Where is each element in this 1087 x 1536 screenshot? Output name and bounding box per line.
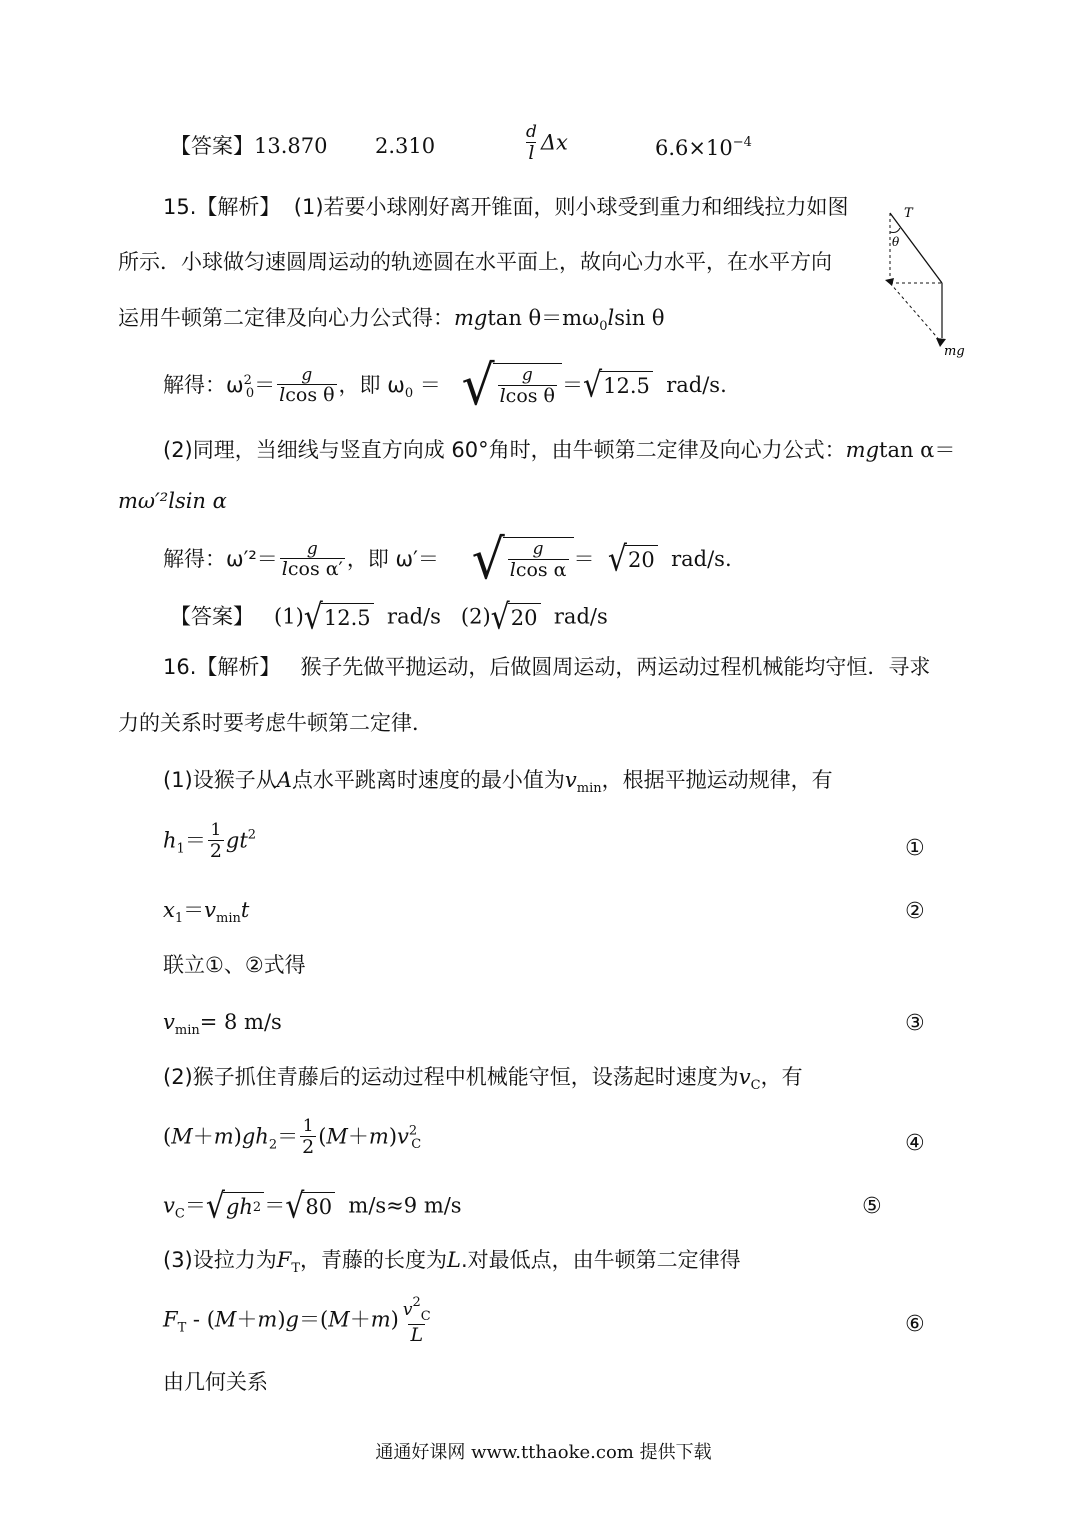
equation-3: $v_{min}= 8$ m/s (163, 1010, 282, 1038)
q15-line-3: 运用牛顿第二定律及向心力公式得：mgtan $\theta=m\omega_0lsin$ θ (118, 306, 665, 334)
force-diagram (870, 198, 980, 363)
answer-15: 【答案】 (1) √ 12.5 rad/s (2) √ 20 rad/s (170, 597, 608, 638)
q16-line-1: 16.【解析】 猴子先做平抛运动，后做圆周运动，两运动过程机械能均守恒．寻求 (163, 655, 931, 679)
answer-14: 【答案】13.870 (170, 134, 328, 158)
equation-5: $v_C=$ √ gh 2 ＝ √ 80 m/s≈9 m/s (163, 1186, 462, 1227)
mark-5: ⑤ (862, 1194, 882, 1219)
footer-text: 通通好课网 www.tthaoke.com 提供下载 (375, 1442, 712, 1463)
q15-line-1: 15.【解析】 (1)若要小球刚好离开锥面，则小球受到重力和细线拉力如图 (163, 195, 849, 219)
equation-4: $(M+m)gh_2=$ $\frac{1}{2}$ $(M+m)v^2_C$ (163, 1116, 422, 1158)
theta-label: θ (892, 235, 900, 249)
geometry-text: 由几何关系 (163, 1370, 268, 1394)
mark-6: ⑥ (905, 1312, 925, 1337)
q15-line-7: 解得：ω′²＝ $\frac{g}{\text{lcos α′}}$ ，即 ω′＝ √ $\frac{g}{\text{lcos α}}$ ＝ √ 20 rad/s. (163, 528, 732, 592)
join-text: 联立①、②式得 (163, 953, 306, 977)
q16-line-4: (2)猴子抓住青藤后的运动过程中机械能守恒，设荡起时速度为$v_C$，有 (163, 1065, 803, 1093)
mark-4: ④ (905, 1131, 925, 1156)
equation-1: $h_1=$ $\frac{1}{2}$ $gt^2$ (163, 820, 257, 862)
q15-line-5: (2)同理，当细线与竖直方向成 60°角时，由牛顿第二定律及向心力公式：mgtan α＝ (163, 438, 956, 462)
mark-1: ① (905, 836, 925, 861)
gravity-label: mg (944, 344, 965, 359)
equation-2: $x_1=v_{min}t$ (163, 898, 250, 926)
answer-14-value-2: 2.310 (375, 134, 436, 158)
q16-line-3: (1)设猴子从A点水平跳离时速度的最小值为$v_{min}$，根据平抛运动规律，有 (163, 768, 833, 796)
q15-line-2: 所示．小球做匀速圆周运动的轨迹圆在水平面上，故向心力水平，在水平方向 (118, 250, 832, 274)
mark-2: ② (905, 899, 925, 924)
q15-line-4: 解得：$\omega^2_0=$ $\frac{g}{\text{lcos θ}}$ ，即 $\omega_0$ ＝ √ $\frac{g}{\text{lcos θ}}$ ＝ √ 12.5 rad/s. (163, 354, 727, 418)
tension-label: T (904, 206, 913, 221)
answer-14-value-4: $6.6\times 10^{-4}$ (655, 135, 752, 160)
q15-line-6: mω′²lsin α (118, 489, 227, 513)
q16-line-2: 力的关系时要考虑牛顿第二定律． (118, 711, 433, 735)
mark-3: ③ (905, 1011, 925, 1036)
answer-14-fraction: $\frac{d}{l}$ Δx (526, 122, 568, 164)
equation-6: $F_T - (M+m)g=(M+m)$ $\frac{v^2_C}{L}$ (163, 1295, 431, 1346)
q16-line-5: (3)设拉力为$F_T$，青藤的长度为L.对最低点，由牛顿第二定律得 (163, 1248, 741, 1276)
